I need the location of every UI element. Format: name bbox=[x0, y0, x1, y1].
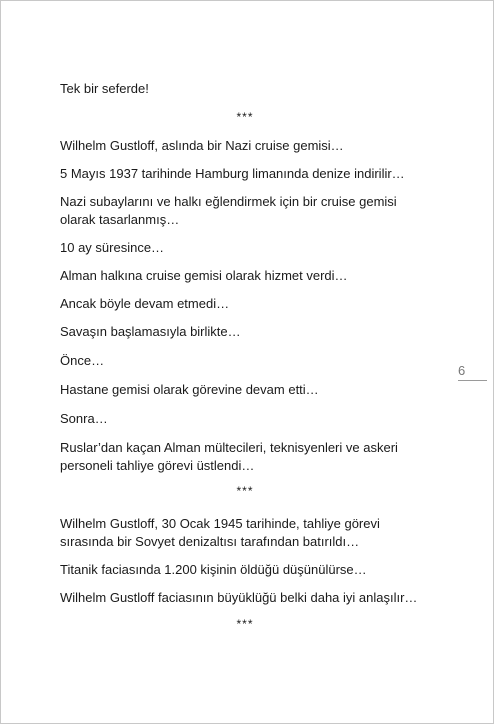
section-separator: *** bbox=[236, 617, 254, 631]
paragraph: 5 Mayıs 1937 tarihinde Hamburg limanında denize indirilir… bbox=[60, 166, 405, 181]
page-body bbox=[60, 80, 430, 633]
paragraph: 10 ay süresince… bbox=[60, 240, 165, 255]
paragraph: Sonra… bbox=[60, 411, 108, 426]
paragraph: Wilhelm Gustloff, 30 Ocak 1945 tarihinde, tahliye görevi sırasında bir Sovyet denizaltısı tarafından batırıldı… bbox=[60, 516, 380, 549]
paragraph: Hastane gemisi olarak görevine devam etti… bbox=[60, 382, 319, 397]
section-separator: *** bbox=[236, 110, 254, 124]
paragraph: Savaşın başlamasıyla birlikte… bbox=[60, 324, 241, 339]
paragraph: Wilhelm Gustloff faciasının büyüklüğü belki daha iyi anlaşılır… bbox=[60, 590, 418, 605]
paragraph: Nazi subaylarını ve halkı eğlendirmek için bir cruise gemisi olarak tasarlanmış… bbox=[60, 194, 397, 227]
section-separator: *** bbox=[236, 484, 254, 498]
paragraph: Önce… bbox=[60, 353, 105, 368]
paragraph: Alman halkına cruise gemisi olarak hizmet verdi… bbox=[60, 268, 348, 283]
paragraph: Ancak böyle devam etmedi… bbox=[60, 296, 230, 311]
page-number-area bbox=[458, 363, 487, 381]
paragraph: Wilhelm Gustloff, aslında bir Nazi cruise gemisi… bbox=[60, 138, 344, 153]
page-number-rule bbox=[458, 380, 487, 381]
paragraph: Tek bir seferde! bbox=[60, 81, 149, 96]
paragraph: Titanik faciasında 1.200 kişinin öldüğü düşünülürse… bbox=[60, 562, 367, 577]
page-number: 6 bbox=[458, 363, 466, 378]
paragraph: Ruslar’dan kaçan Alman mültecileri, teknisyenleri ve askeri personeli tahliye görevi üstlendi… bbox=[60, 440, 398, 473]
